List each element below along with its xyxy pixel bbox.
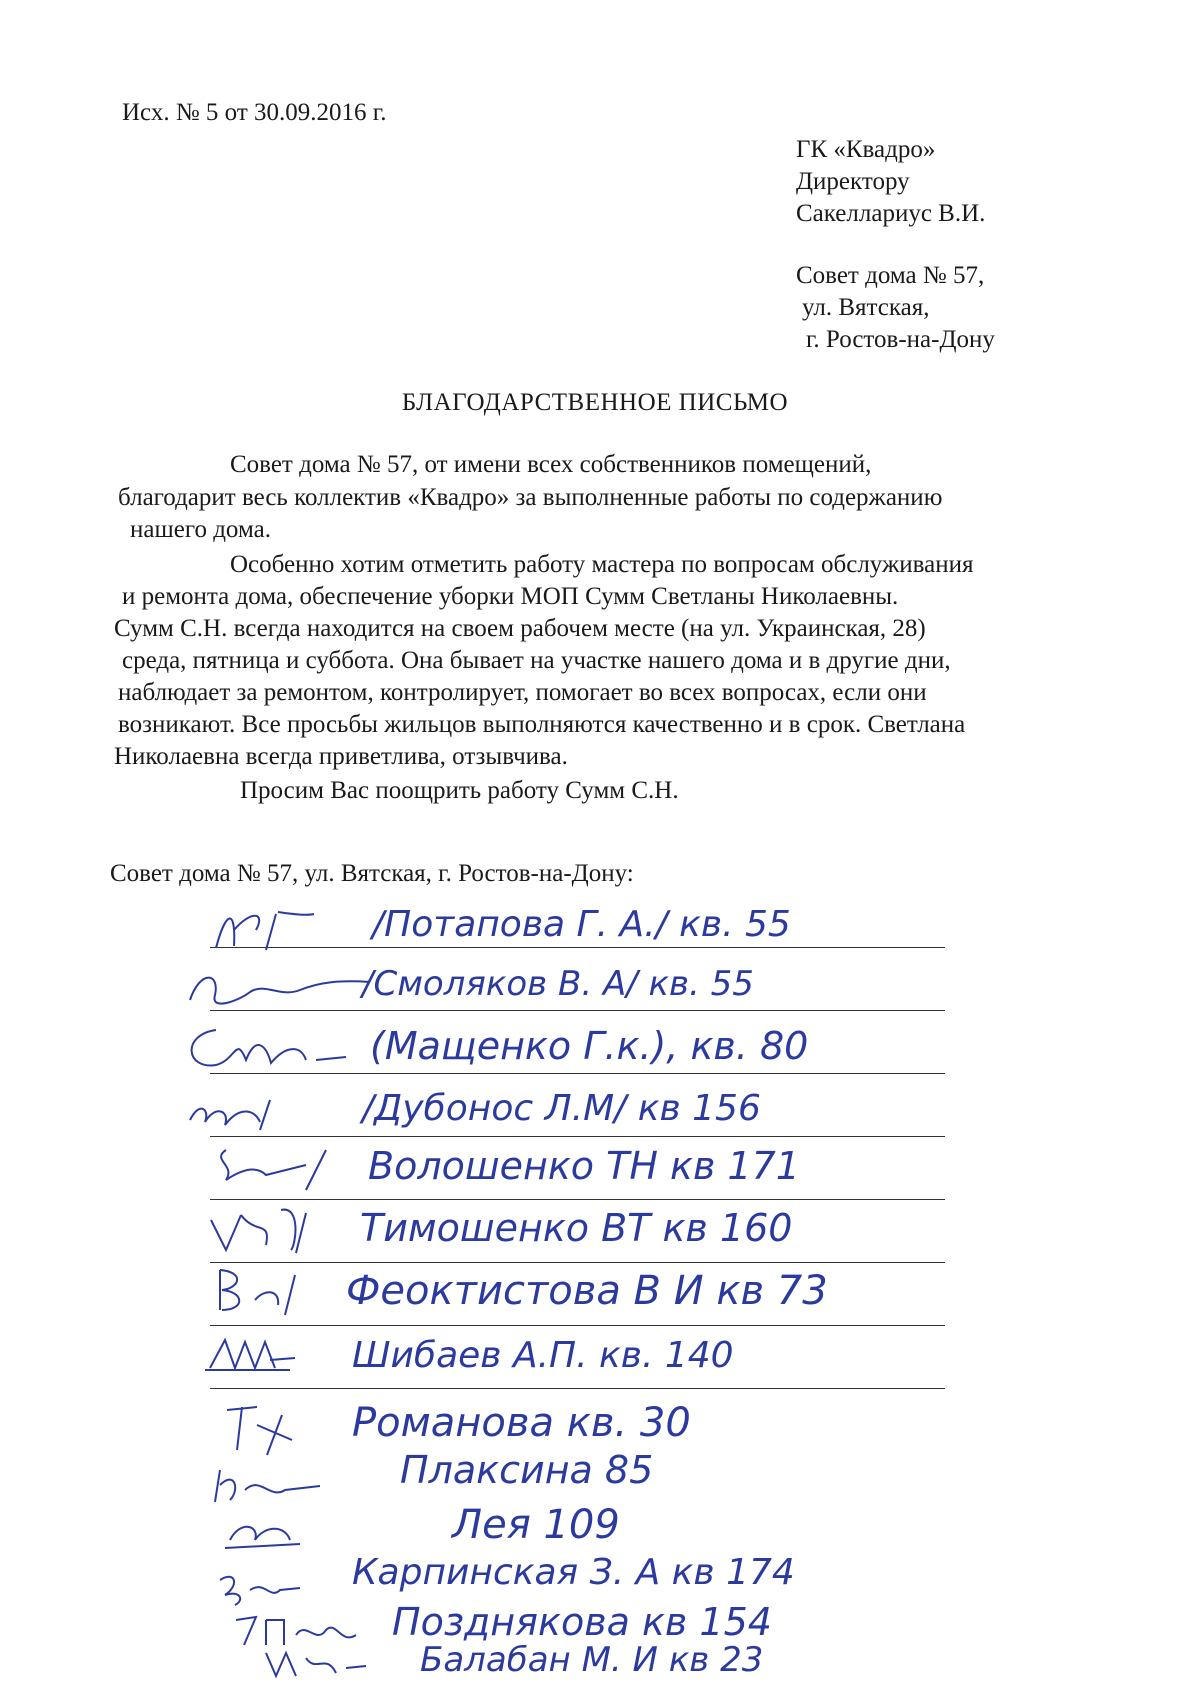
signature-entry: Шибаев А.П. кв. 140 [352,1335,734,1376]
signature-entry: /Дубонос Л.М/ кв 156 [362,1088,761,1129]
signature-entry: (Мащенко Г.к.), кв. 80 [370,1024,809,1068]
signature-scribble [212,1395,322,1465]
body-line: Особенно хотим отметить работу мастера по вопросам обслуживания [230,551,974,578]
body-line: наблюдает за ремонтом, контролирует, помогает во всех вопросах, если они [118,679,927,706]
signature-entry: /Смоляков В. А/ кв. 55 [362,964,754,1004]
signature-rule [210,1388,945,1389]
signature-scribble [256,1648,376,1682]
recipient-position: Директору [796,168,910,195]
signature-rule [210,1325,945,1326]
signature-scribble [200,1460,330,1510]
body-line: среда, пятница и суббота. Она бывает на участке нашего дома и в другие дни, [122,647,951,674]
closing-request: Просим Вас поощрить работу Сумм С.Н. [240,777,679,804]
signature-entry: Романова кв. 30 [352,1400,691,1446]
signature-entry: Плаксина 85 [400,1448,654,1492]
signature-entry: /Потапова Г. А./ кв. 55 [372,904,791,945]
recipient-name: Сакеллариус В.И. [796,200,986,227]
body-line: Сумм С.Н. всегда находится на своем рабочем месте (на ул. Украинская, 28) [114,615,926,642]
signature-scribble [180,960,380,1020]
signature-scribble [180,1080,300,1140]
sender-council: Совет дома № 57, [796,262,985,289]
body-line: нашего дома. [130,516,271,543]
signature-scribble [196,1195,356,1260]
body-line: Николаевна всегда приветлива, отзывчива. [114,743,568,770]
signatures-header: Совет дома № 57, ул. Вятская, г. Ростов-на-Дону: [110,860,634,887]
signature-scribble [210,1560,310,1610]
signature-entry: Тимошенко ВТ кв 160 [360,1206,793,1250]
signature-scribble [196,900,326,960]
signature-entry: Балабан М. И кв 23 [420,1640,764,1680]
body-line: возникают. Все просьбы жильцов выполняются качественно и в срок. Светлана [118,711,966,738]
signature-entry: Позднякова кв 154 [392,1600,772,1644]
signature-scribble [200,1330,320,1380]
signature-entry: Карпинская З. А кв 174 [352,1552,795,1593]
signature-scribble [176,1015,356,1080]
signature-entry: Волошенко ТН кв 171 [368,1144,800,1188]
sender-city: г. Ростов-на-Дону [806,326,995,353]
body-line: Совет дома № 57, от имени всех собственников помещений, [230,451,872,478]
body-line: благодарит весь коллектив «Квадро» за выполненные работы по содержанию [118,484,943,511]
recipient-company: ГК «Квадро» [796,136,936,163]
signature-entry: Лея 109 [452,1502,620,1548]
sender-street: ул. Вятская, [802,294,930,321]
signature-scribble [220,1510,310,1555]
signature-entry: Феоктистова В И кв 73 [346,1268,828,1314]
signature-scribble [196,1135,356,1195]
body-line: и ремонта дома, обеспечение уборки МОП Сумм Светланы Николаевны. [122,583,899,610]
outgoing-number: Исх. № 5 от 30.09.2016 г. [122,99,387,126]
letter-title: БЛАГОДАРСТВЕННОЕ ПИСЬМО [401,389,789,416]
signature-scribble [200,1260,340,1320]
